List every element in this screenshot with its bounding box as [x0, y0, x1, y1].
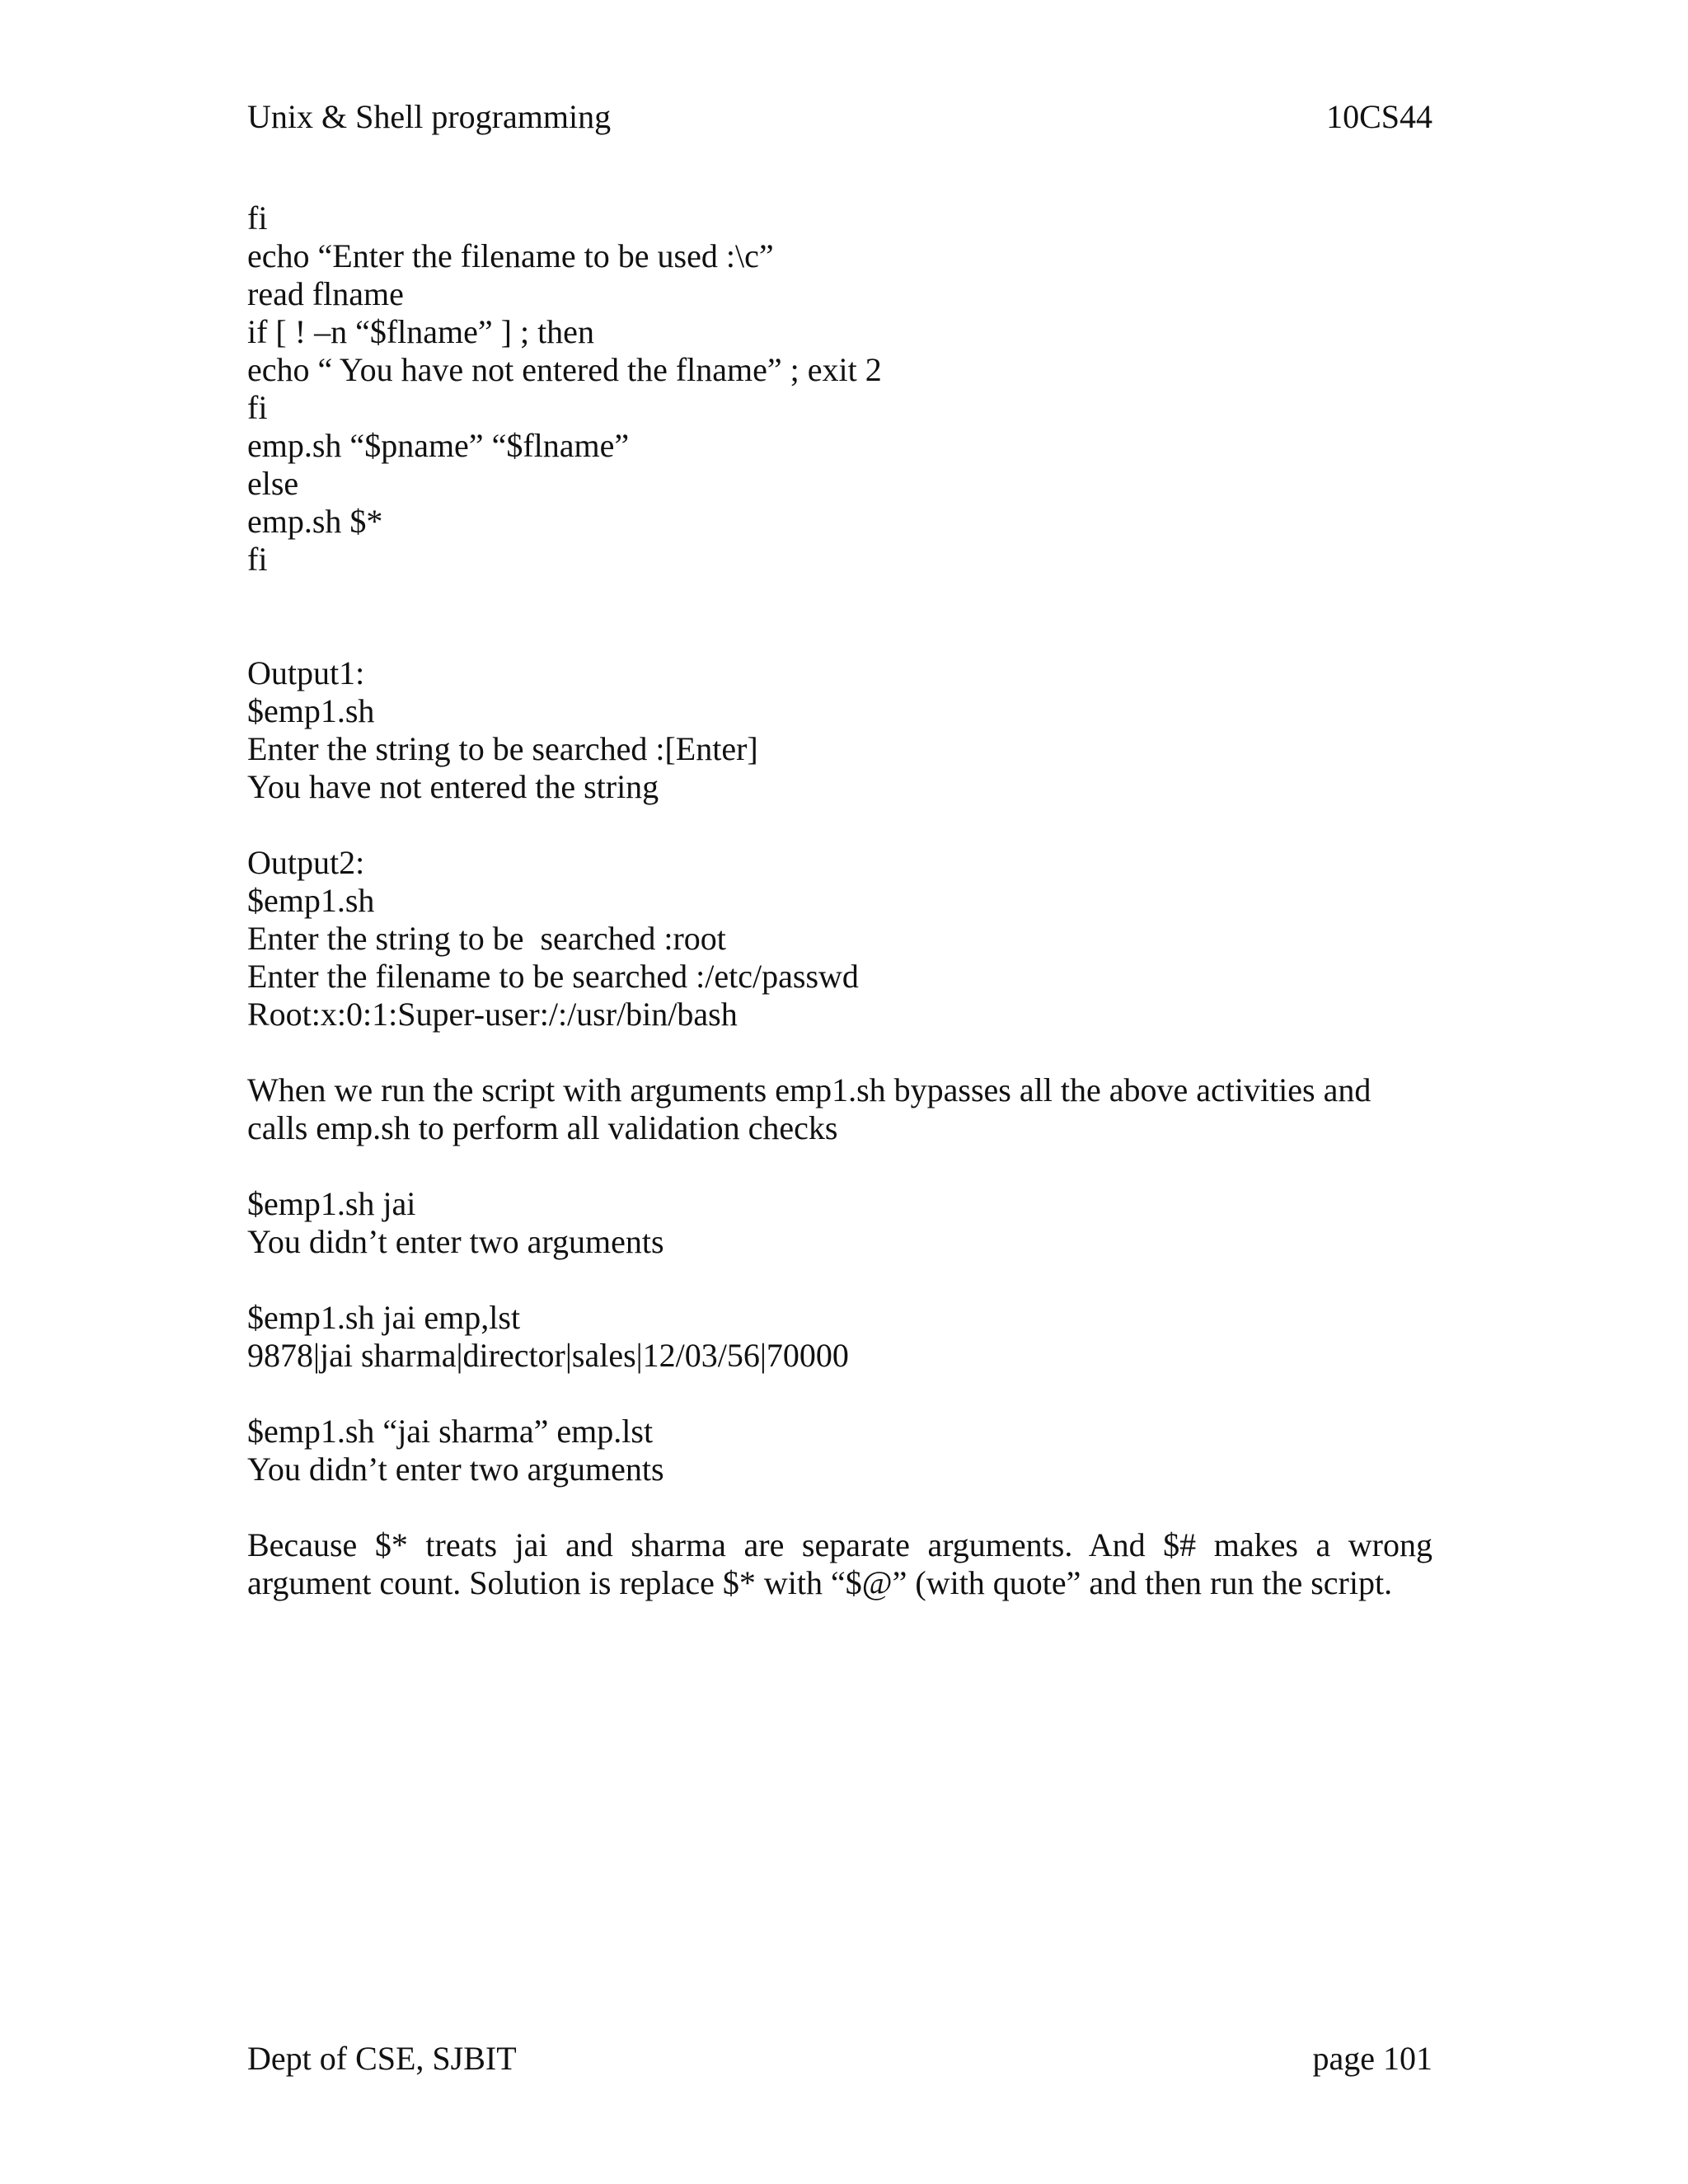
output1-heading: Output1:: [247, 654, 365, 691]
output-line: $emp1.sh: [247, 692, 375, 729]
code-line: echo “Enter the filename to be used :\c”: [247, 237, 774, 274]
example-output: 9878|jai sharma|director|sales|12/03/56|70000: [247, 1337, 849, 1374]
page-number: page 101: [1312, 2040, 1432, 2077]
output-line: Enter the string to be searched :[Enter]: [247, 730, 758, 767]
example-command: $emp1.sh “jai sharma” emp.lst: [247, 1413, 654, 1450]
page-footer: [247, 2040, 1432, 2078]
code-line: if [ ! –n “$flname” ] ; then: [247, 313, 594, 350]
footer-department: Dept of CSE, SJBIT: [247, 2040, 517, 2077]
example-output: You didn’t enter two arguments: [247, 1451, 664, 1488]
code-line: else: [247, 465, 299, 502]
code-line: fi: [247, 541, 268, 578]
example-command: $emp1.sh jai: [247, 1185, 416, 1222]
output-line: Enter the filename to be searched :/etc/passwd: [247, 958, 859, 995]
output-line: Enter the string to be searched :root: [247, 920, 726, 957]
code-line: emp.sh “$pname” “$flname”: [247, 427, 630, 464]
output-line: Root:x:0:1:Super-user:/:/usr/bin/bash: [247, 996, 738, 1033]
code-line: echo “ You have not entered the flname” ; exit 2: [247, 351, 882, 388]
example-output: You didn’t enter two arguments: [247, 1223, 664, 1260]
conclusion-paragraph: Because $* treats jai and sharma are separate arguments. And $# makes a wrong argument count. Solution is replace $* with “$@” (with quote” and then run the script.: [247, 1526, 1432, 1601]
code-line: fi: [247, 389, 268, 426]
code-line: fi: [247, 199, 268, 237]
output-line: You have not entered the string: [247, 768, 659, 805]
output2-heading: Output2:: [247, 844, 365, 881]
header-course-title: Unix & Shell programming: [247, 98, 612, 135]
code-line: read flname: [247, 275, 404, 312]
header-course-code: 10CS44: [1326, 98, 1432, 135]
page-header: [247, 98, 1432, 136]
example-command: $emp1.sh jai emp,lst: [247, 1299, 521, 1336]
code-line: emp.sh $*: [247, 503, 383, 540]
output-line: $emp1.sh: [247, 882, 375, 919]
explanation-paragraph: When we run the script with arguments emp1.sh bypasses all the above activities and calls emp.sh to perform all validation checks: [247, 1071, 1372, 1146]
